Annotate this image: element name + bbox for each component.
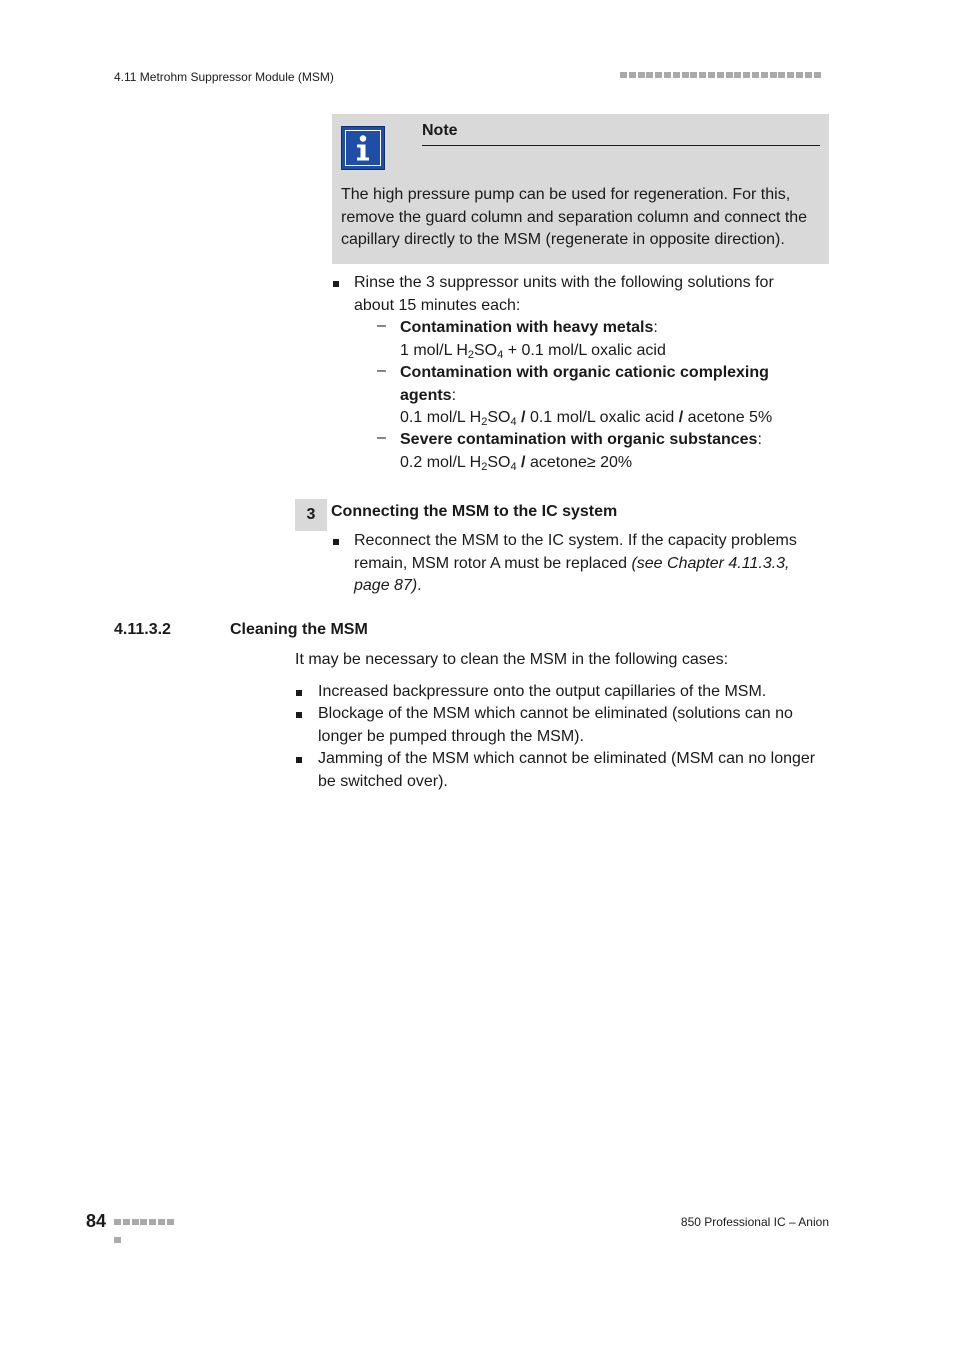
bullet-icon xyxy=(296,757,302,763)
decorative-square xyxy=(717,72,724,78)
item-label: Contamination with organic cationic complexing xyxy=(400,364,769,381)
step-number: 3 xyxy=(295,499,327,531)
cross-reference-link[interactable]: page 87) xyxy=(354,577,418,594)
decorative-square xyxy=(796,72,803,78)
section-intro: It may be necessary to clean the MSM in the following cases: xyxy=(295,651,729,668)
bullet-icon xyxy=(296,712,302,718)
product-name: 850 Professional IC – Anion xyxy=(680,1215,829,1229)
section-number: 4.11.3.2 xyxy=(114,621,171,638)
dash-icon: – xyxy=(377,362,386,379)
decorative-square xyxy=(629,72,636,78)
item-solution: 0.2 mol/L $H_2SO_4$ / acetone≥ 20% xyxy=(400,453,633,473)
decorative-square xyxy=(123,1219,130,1225)
decorative-square xyxy=(814,72,821,78)
decorative-square xyxy=(620,72,627,78)
cross-reference-link[interactable]: (see Chapter 4.11.3.3, xyxy=(631,554,790,572)
step-text: Reconnect the MSM to the IC system. If the capacity problems remain, MSM rotor A must be replaced (see Chapter 4.11.3.3, page 87). xyxy=(354,532,797,594)
bullet-icon xyxy=(333,539,339,545)
info-icon xyxy=(341,126,385,170)
note-text xyxy=(341,184,821,252)
decorative-square xyxy=(761,72,768,78)
section-title: Cleaning the MSM xyxy=(230,621,368,638)
decorative-square xyxy=(167,1219,174,1225)
decorative-square xyxy=(787,72,794,78)
decorative-square xyxy=(655,72,662,78)
decorative-square xyxy=(132,1219,139,1225)
decorative-square xyxy=(778,72,785,78)
decorative-square xyxy=(114,1237,121,1243)
bullet-icon xyxy=(333,281,339,287)
decorative-square xyxy=(708,72,715,78)
item-label: Severe contamination with organic substances xyxy=(400,431,758,448)
decorative-square xyxy=(673,72,680,78)
dash-icon: – xyxy=(377,317,386,334)
decorative-square xyxy=(149,1219,156,1225)
decorative-square xyxy=(743,72,750,78)
dash-icon: – xyxy=(377,429,386,446)
decorative-square xyxy=(699,72,706,78)
rinse-line: about 15 minutes each: xyxy=(354,296,521,314)
decorative-square xyxy=(734,72,741,78)
decorative-square xyxy=(682,72,689,78)
step-title: Connecting the MSM to the IC system xyxy=(331,503,618,520)
running-header: 4.11 Metrohm Suppressor Module (MSM) xyxy=(114,70,334,84)
bullet-icon xyxy=(296,690,302,696)
decorative-square xyxy=(805,72,812,78)
page-number: 84 xyxy=(86,1211,107,1231)
footer-decoration xyxy=(114,1219,184,1227)
decorative-square xyxy=(114,1219,121,1225)
note-divider xyxy=(422,145,820,146)
note-line: remove the guard column and separation column and connect the xyxy=(341,208,808,226)
rinse-line: Rinse the 3 suppressor units with the following solutions for xyxy=(354,274,774,291)
rinse-item: Contamination with heavy metals: 1 mol/L $H_2SO_4 + 0.1$ mol/L oxalic acid xyxy=(400,317,830,362)
list-item: Jamming of the MSM which cannot be eliminated (MSM can no longer be switched over). xyxy=(318,750,816,790)
header-decoration xyxy=(620,72,830,80)
note-line: capillary directly to the MSM (regenerate in opposite direction). xyxy=(341,231,785,248)
decorative-square xyxy=(158,1219,165,1225)
note-line: The high pressure pump can be used for regeneration. For this, xyxy=(341,186,791,203)
item-label: agents xyxy=(400,386,452,404)
rinse-item: Contamination with organic cationic complexing agents: 0.1 mol/L $H_2SO_4 / 0.1$ mol/L oxalic acid / acetone 5% xyxy=(400,362,830,430)
decorative-square xyxy=(664,72,671,78)
rinse-text xyxy=(354,272,824,317)
item-label: Contamination with heavy metals xyxy=(400,319,654,336)
item-solution: 1 mol/L $H_2SO_4 + 0.1$ mol/L oxalic acid xyxy=(400,341,666,361)
rinse-item: Severe contamination with organic substances: 0.2 mol/L $H_2SO_4$ / acetone≥ 20% xyxy=(400,429,830,474)
decorative-square xyxy=(770,72,777,78)
decorative-square xyxy=(140,1219,147,1225)
decorative-square xyxy=(690,72,697,78)
item-solution: 0.1 mol/L $H_2SO_4 / 0.1$ mol/L oxalic acid / acetone 5% xyxy=(400,409,773,428)
decorative-square xyxy=(726,72,733,78)
list-item: Increased backpressure onto the output capillaries of the MSM. xyxy=(318,683,767,700)
decorative-square xyxy=(638,72,645,78)
list-item: Blockage of the MSM which cannot be eliminated (solutions can no longer be pumped through the MSM). xyxy=(318,705,793,745)
note-title: Note xyxy=(422,122,458,139)
decorative-square xyxy=(646,72,653,78)
decorative-square xyxy=(752,72,759,78)
